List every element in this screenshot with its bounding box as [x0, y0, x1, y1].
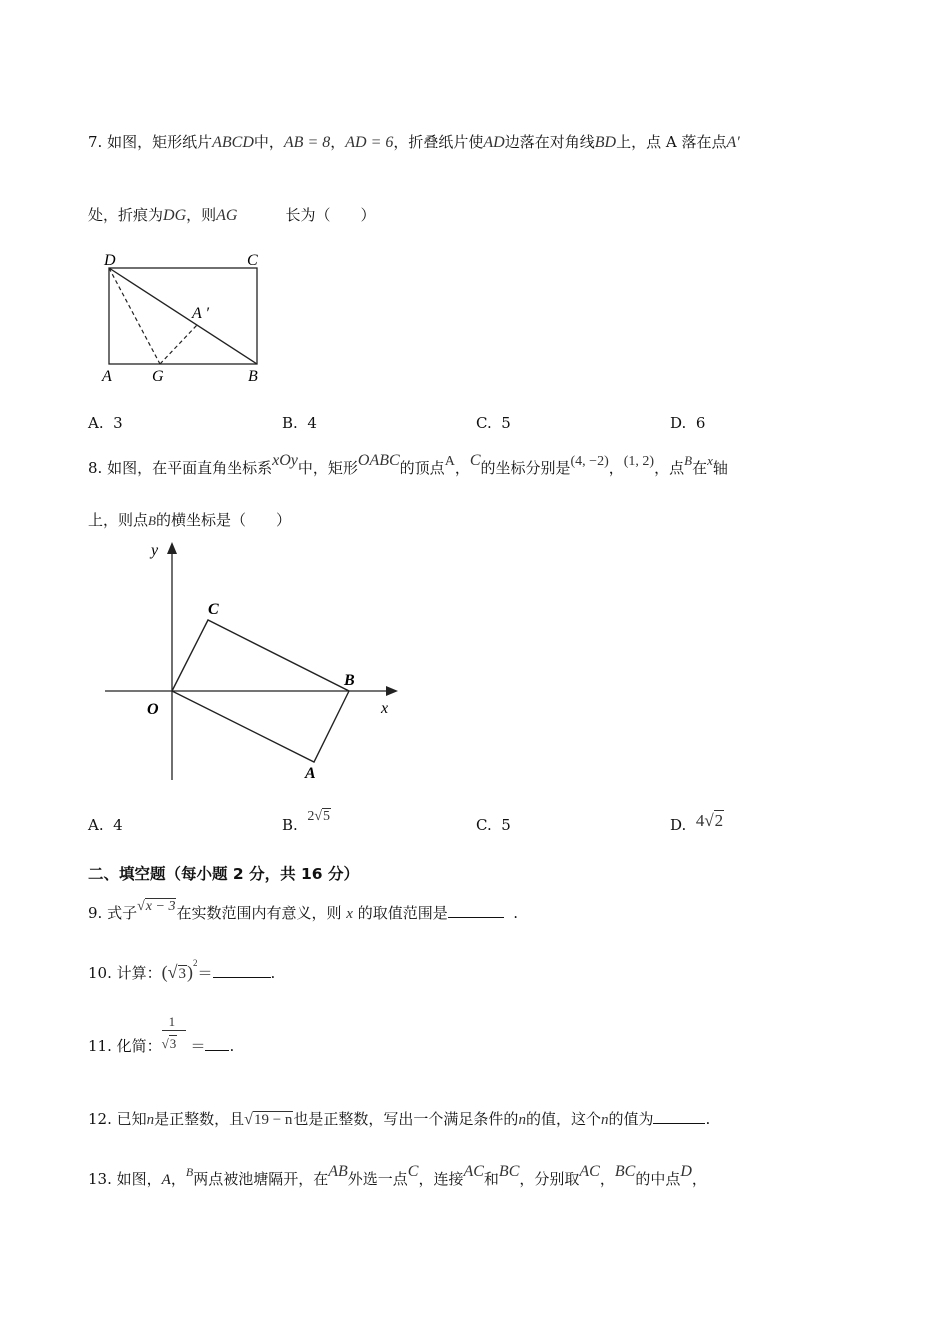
q12-text-1: 已知	[116, 1110, 147, 1128]
q12-end: .	[705, 1110, 711, 1128]
q7-text-5: 上，点 A 落在点	[616, 133, 727, 151]
q13-comma: ，	[170, 1170, 186, 1188]
q7-number: 7.	[88, 133, 103, 151]
q13-ac2: AC	[579, 1163, 600, 1180]
q13-text-2: 两点被池塘隔开，在	[193, 1170, 329, 1188]
q7-ad-eq: AD = 6	[345, 134, 394, 151]
q12: 12. 已知n是正整数，且√19 − n也是正整数，写出一个满足条件的n的值，这个n的值为 .	[88, 1110, 711, 1128]
q7-option-a[interactable]	[88, 413, 123, 433]
q8-number: 8.	[88, 459, 103, 477]
q8-text-7: 在	[692, 459, 708, 477]
q10: 10. 计算：$(√3)^2=$ .	[88, 958, 276, 982]
q8-line2-end: 的横坐标是（ ）	[155, 511, 291, 529]
q7-option-c[interactable]	[476, 413, 511, 433]
q8-comma: ，	[608, 459, 624, 477]
q7-option-d-key: D.	[670, 414, 687, 432]
q8-text-5: 的坐标分别是	[480, 459, 571, 477]
q8-text-3: 的顶点	[399, 459, 445, 477]
q7-dg: DG	[163, 207, 187, 224]
q12-text-3: 也是正整数，写出一个满足条件的	[293, 1110, 519, 1128]
q8-text-6: ，点	[654, 459, 685, 477]
q12-text-2: 是正整数，且	[154, 1110, 245, 1128]
q11-numerator: 1	[168, 1014, 176, 1029]
q7-a-prime: A′	[726, 134, 740, 151]
q13-d: D	[680, 1163, 692, 1180]
q7-option-b-key: B.	[282, 414, 298, 432]
q8-line1	[88, 452, 728, 480]
q8-option-b-coef: 2	[307, 809, 315, 824]
q13-a: A	[161, 1172, 171, 1188]
q7-label-a: A	[102, 368, 112, 385]
q13-c: C	[407, 1163, 419, 1180]
q7-text-2: 中，	[253, 133, 284, 151]
q8-label-x: x	[381, 700, 389, 717]
q9-text-1: 式子	[107, 904, 138, 922]
q9-end: .	[513, 904, 519, 922]
q8-text-4: ，	[454, 459, 470, 477]
q8-option-b-radicand: 5	[323, 809, 331, 824]
q12-answer-blank[interactable]	[653, 1109, 705, 1124]
q7-option-a-value: 3	[113, 414, 123, 432]
q7-ad: AD	[483, 134, 505, 151]
q8-text-8: 轴	[712, 459, 728, 477]
q7-option-a-key: A.	[88, 414, 104, 432]
q8-option-c-value: 5	[501, 816, 511, 834]
q8-point-a: A	[444, 454, 455, 469]
q8-option-a[interactable]	[88, 815, 123, 835]
q8-label-y: y	[151, 542, 159, 559]
q7-diagonal-db	[109, 268, 257, 364]
q8-text-1: 如图，在平面直角坐标系	[107, 459, 273, 477]
q8-label-o: O	[147, 701, 159, 718]
q7-label-aprime: A ′	[192, 305, 209, 322]
q8-label-a: A	[305, 765, 316, 782]
q7-line2-text-1: 处，折痕为	[88, 206, 164, 224]
q11-equals: ＝	[190, 1037, 206, 1055]
q7-bd: BD	[594, 134, 617, 151]
q8-coord-a: (4, −2)	[570, 454, 609, 469]
q10-exponent: 2	[193, 958, 198, 968]
q10-equals: ＝	[197, 964, 213, 982]
q7-ag: AG	[216, 207, 238, 224]
q11-number: 11.	[88, 1037, 112, 1055]
q7-line2-text-2: ，则	[186, 206, 217, 224]
q8-option-a-value: 4	[113, 816, 123, 834]
q7-text-1: 如图，矩形纸片	[107, 133, 213, 151]
q13-text-1: 如图，	[116, 1170, 162, 1188]
q9-number: 9.	[88, 904, 103, 922]
q8-option-d-radicand: 2	[714, 811, 724, 830]
q9: 9. 式子√x − 3在实数范围内有意义，则 x 的取值范围是 .	[88, 899, 519, 922]
q12-n3: n	[600, 1112, 609, 1128]
q13-bc2: BC	[614, 1163, 636, 1180]
q8-xoy: xOy	[272, 452, 298, 469]
q7-label-c: C	[247, 252, 258, 269]
q13-ac: AC	[463, 1163, 484, 1180]
q11-text-1: 化简：	[116, 1037, 162, 1055]
q8-label-c: C	[208, 601, 219, 618]
q7-label-b: B	[248, 368, 258, 385]
q7-option-d[interactable]	[670, 413, 705, 433]
q7-option-c-key: C.	[476, 414, 492, 432]
q8-coord-c: (1, 2)	[623, 454, 655, 469]
section-fill-in-title: 二、填空题（每小题 2 分，共 16 分）	[88, 865, 359, 883]
q12-number: 12.	[88, 1110, 112, 1128]
q13-text-7: ，	[599, 1170, 615, 1188]
q11-end: .	[229, 1037, 235, 1055]
q7-option-b-value: 4	[307, 414, 317, 432]
q13-text-3: 外选一点	[347, 1170, 408, 1188]
q8-line2-b: B	[148, 513, 156, 528]
q8-line2-text: 上，则点	[88, 511, 149, 529]
q11-fraction: $\frac{1}{√3}$	[162, 1036, 186, 1056]
q13-text-4: ，连接	[418, 1170, 464, 1188]
q7-line2	[88, 205, 375, 226]
q13-ab: AB	[328, 1163, 348, 1180]
q8-y-arrow	[167, 542, 177, 554]
q12-n1: n	[146, 1112, 155, 1128]
q12-n2: n	[518, 1112, 526, 1128]
q7-comma: ，	[330, 133, 346, 151]
q7-fold-ga	[160, 325, 197, 364]
q13	[88, 1163, 707, 1190]
q10-number: 10.	[88, 964, 112, 982]
q8-figure	[100, 540, 410, 785]
q7-label-g: G	[152, 368, 164, 385]
q13-number: 13.	[88, 1170, 112, 1188]
q8-text-2: 中，矩形	[297, 459, 358, 477]
q7-figure	[96, 248, 276, 388]
q10-end: .	[270, 964, 276, 982]
q9-text-2: 在实数范围内有意义，则	[176, 904, 342, 922]
q7-text-4: 边落在对角线	[504, 133, 595, 151]
q10-answer-blank[interactable]	[213, 963, 271, 978]
q8-option-b[interactable]: B. 2√5	[282, 809, 331, 834]
q7-text-3: ，折叠纸片使	[393, 133, 484, 151]
q7-abcd: ABCD	[212, 134, 254, 151]
q8-option-d-coef: 4	[695, 811, 705, 830]
q11-radicand: 3	[169, 1036, 177, 1051]
q9-text-3: 的取值范围是	[357, 904, 448, 922]
q7-line2-text-3: 长为（ ）	[285, 206, 376, 224]
q12-text-4: 的值，这个	[525, 1110, 601, 1128]
q8-point-c: C	[469, 452, 481, 469]
q8-x-arrow	[386, 686, 398, 696]
q8-line2	[88, 510, 291, 531]
q12-radicand: 19 − n	[253, 1112, 293, 1128]
q9-answer-blank[interactable]	[448, 903, 504, 918]
q7-option-b[interactable]	[282, 413, 317, 433]
q11	[88, 1014, 235, 1056]
q11-answer-blank[interactable]	[205, 1036, 229, 1051]
q7-ab-eq: AB = 8	[283, 134, 331, 151]
q8-label-b: B	[344, 672, 355, 689]
q9-radicand: x − 3	[145, 899, 176, 914]
q8-option-d[interactable]: D. 4√2	[670, 811, 724, 834]
q7-label-d: D	[104, 252, 116, 269]
q7-line1	[88, 132, 740, 153]
q10-text-1: 计算：	[116, 964, 162, 982]
q7-option-d-value: 6	[695, 414, 706, 432]
q10-radicand: 3	[178, 966, 187, 982]
q8-option-d-key: D.	[670, 816, 687, 834]
q13-text-5: 和	[483, 1170, 499, 1188]
q8-oabc: OABC	[357, 452, 400, 469]
q13-bc: BC	[498, 1163, 520, 1180]
q9-var: x	[346, 906, 353, 922]
q8-option-a-key: A.	[88, 816, 104, 834]
q13-text-8: 的中点	[635, 1170, 681, 1188]
q13-b: B	[185, 1165, 194, 1179]
q8-option-c[interactable]	[476, 815, 511, 835]
q13-text-6: ，分别取	[519, 1170, 580, 1188]
q7-fold-dg	[109, 268, 160, 364]
q8-point-b: B	[684, 453, 693, 468]
q13-end: ，	[691, 1170, 707, 1188]
q12-text-5: 的值为	[608, 1110, 654, 1128]
q8-option-c-key: C.	[476, 816, 492, 834]
q8-option-b-key: B.	[282, 816, 298, 834]
q7-option-c-value: 5	[501, 414, 511, 432]
q8-x-axis-name: x	[707, 453, 713, 468]
